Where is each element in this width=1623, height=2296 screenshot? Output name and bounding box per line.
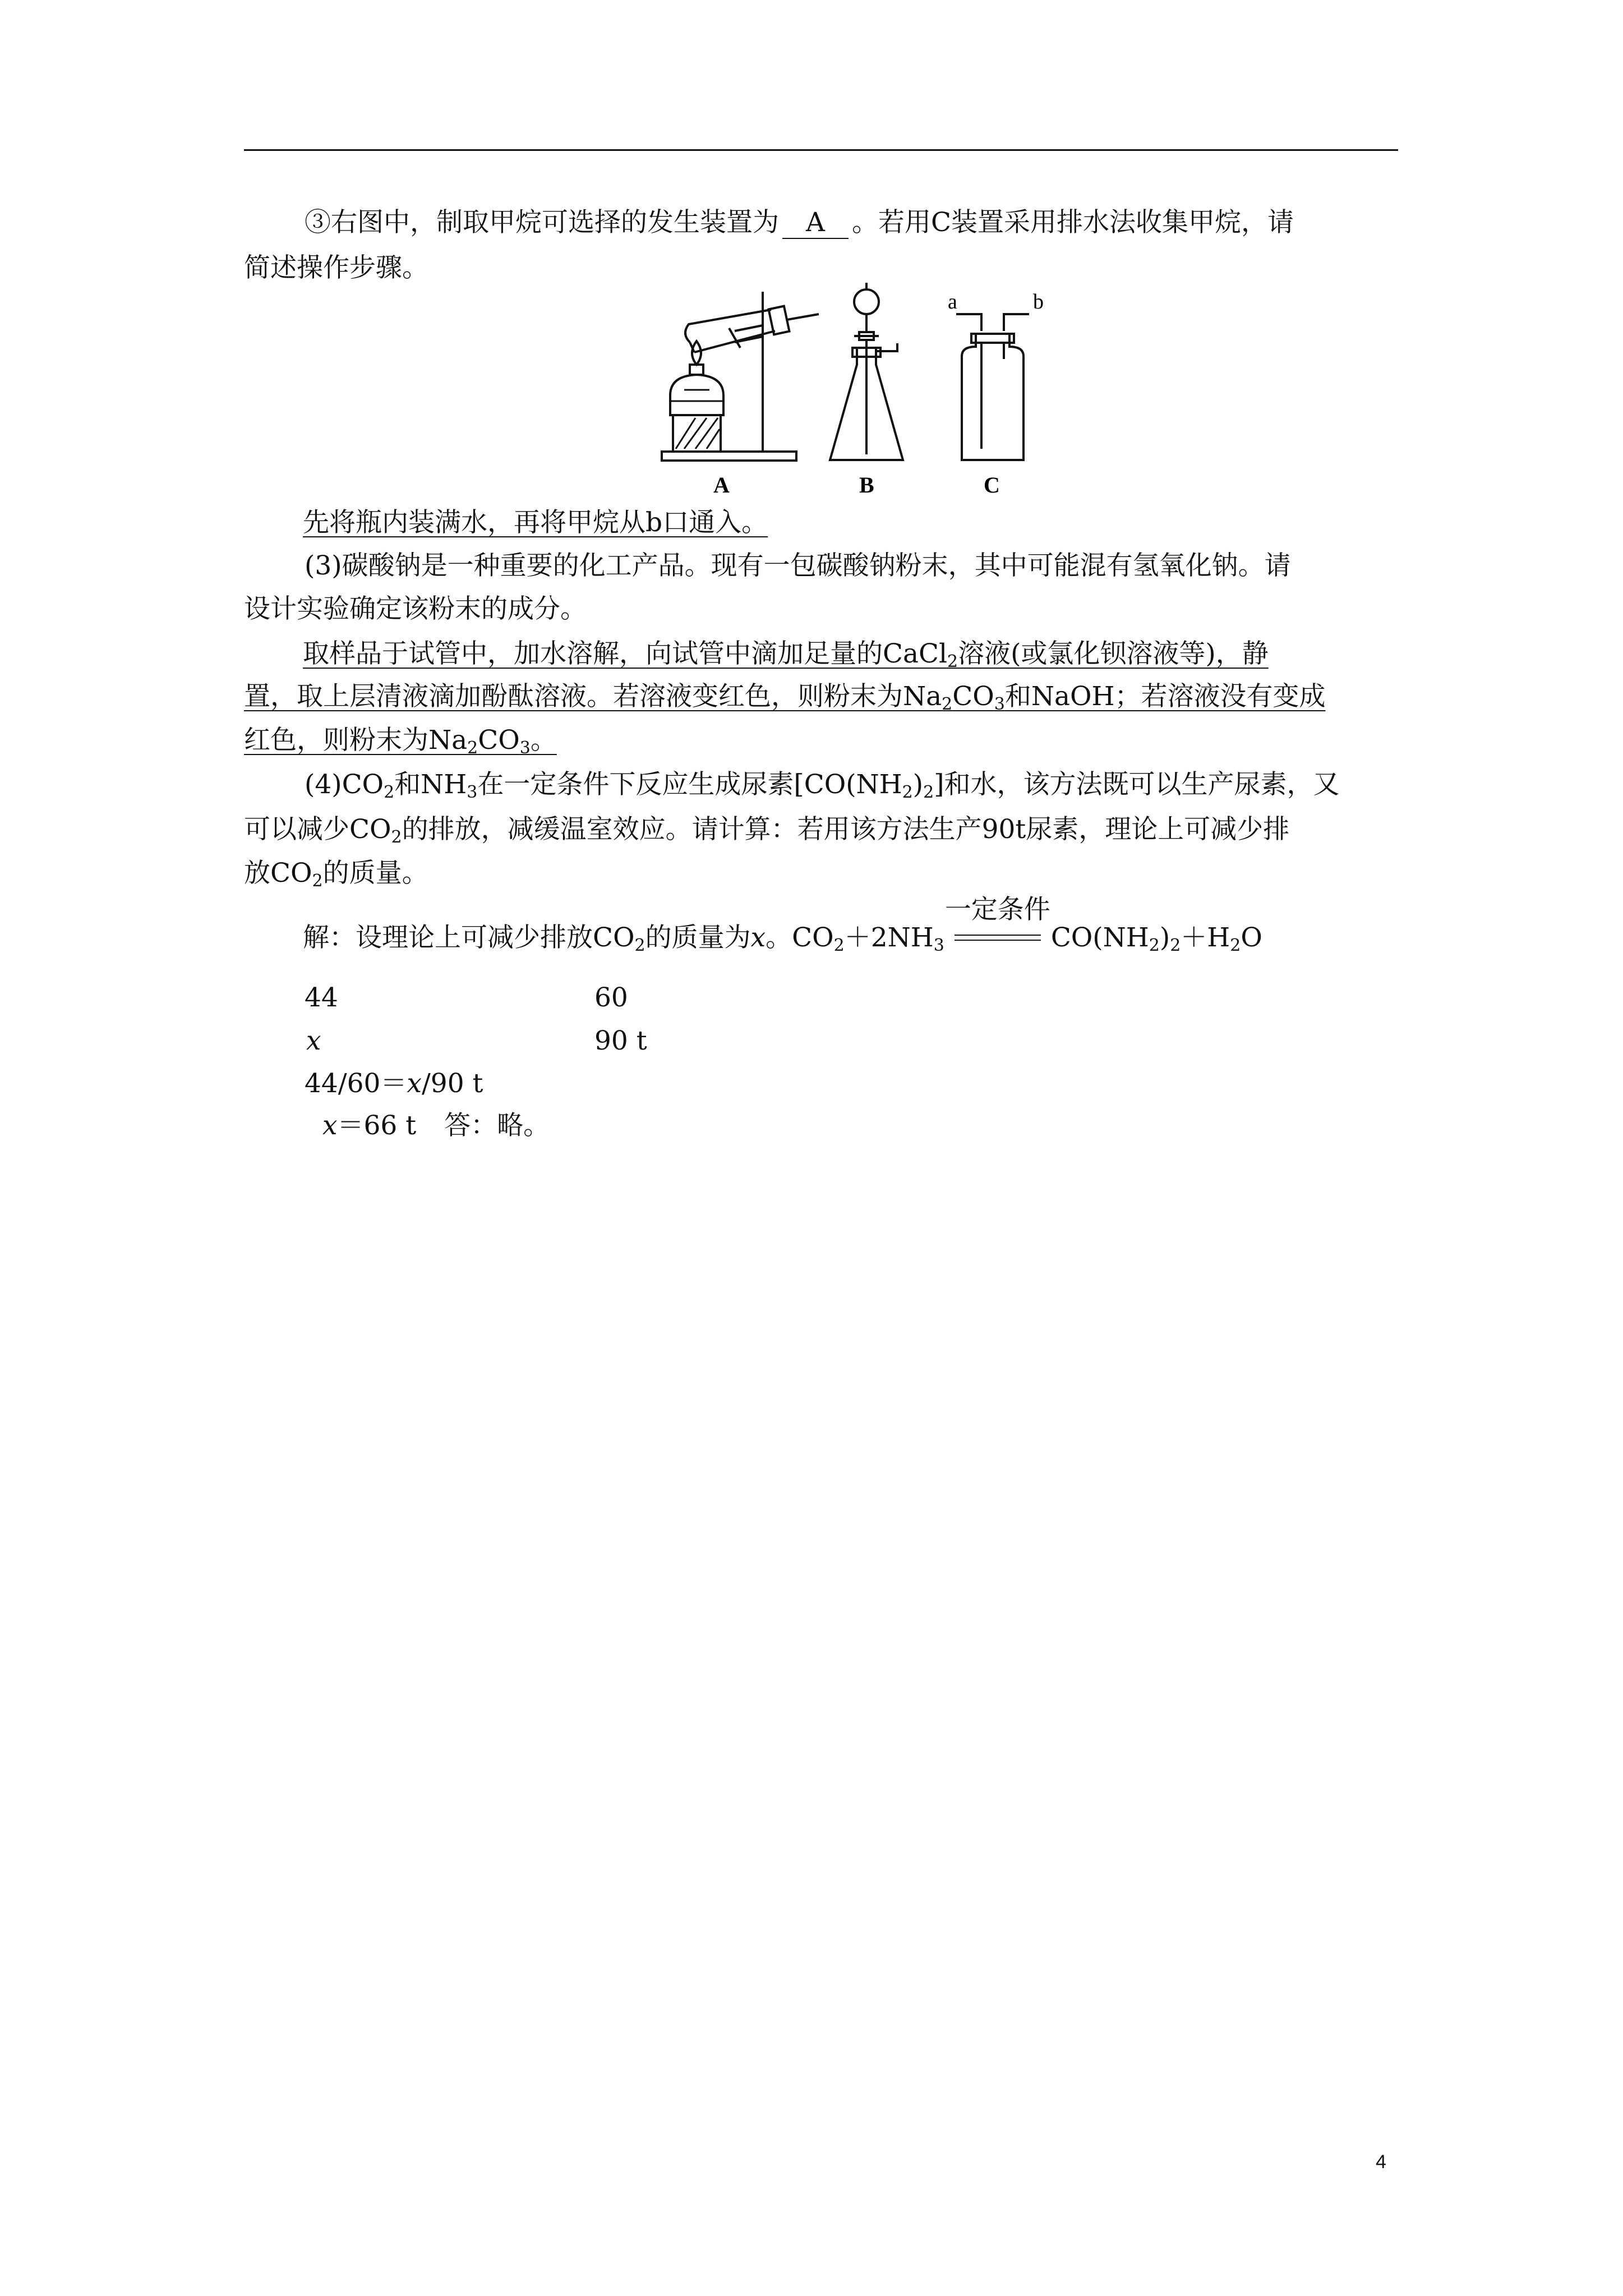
subscript: 2 (384, 783, 395, 802)
equals-sign (955, 935, 1041, 941)
stand-base (662, 452, 796, 461)
ratio-left-44: 44 (305, 982, 338, 1013)
solution-text: 解：设理论上可减少排放CO (303, 922, 635, 953)
subscript: 2 (833, 936, 845, 955)
figure-label-b: B (859, 472, 874, 498)
subscript: 2 (391, 827, 402, 847)
port-b-label: b (1033, 290, 1044, 314)
subscript: 3 (467, 783, 478, 802)
gas-bottle (962, 334, 1023, 460)
var-left-x: x (306, 1025, 321, 1056)
question-4-line-3 (244, 858, 428, 891)
question-text: ③右图中，制取甲烷可选择的发生装置为 (305, 207, 779, 238)
ratio-right-60: 60 (594, 982, 628, 1013)
solution-text: ＝66 t (337, 1110, 417, 1141)
question-text: 在一定条件下反应生成尿素[CO(NH (477, 769, 902, 800)
subscript: 3 (519, 738, 531, 758)
condition-text: 一定条件 (944, 894, 1050, 925)
solution-text: 44/60＝ (305, 1068, 407, 1099)
solution-text: 。CO (766, 922, 834, 953)
answer-omitted: 答：略。 (444, 1110, 550, 1141)
page-number: 4 (1376, 2151, 1386, 2173)
subscript: 2 (467, 738, 478, 758)
subscript: 2 (923, 783, 934, 802)
question-3-answer-line-2 (244, 681, 1326, 714)
question-text: 的排放，减缓温室效应。请计算：若用该方法生产90t尿素，理论上可减少排 (402, 814, 1290, 845)
subscript: 2 (312, 871, 323, 891)
answer-text: 红色，则粉末为Na (244, 725, 468, 756)
solution-text: ＋2NH (844, 922, 934, 953)
solution-text: ＋H (1181, 922, 1230, 953)
answer-text: 。 (530, 725, 557, 756)
question-3-part-line (305, 209, 1294, 239)
var-right-90t: 90 t (594, 1025, 647, 1056)
result-line (322, 1112, 550, 1139)
answer-text: 取样品于试管中，加水溶解，向试管中滴加足量的CaCl (303, 638, 947, 669)
header-rule (244, 149, 1398, 151)
subscript: 2 (1230, 936, 1241, 955)
figure-label-c: C (984, 472, 1000, 498)
subscript: 2 (942, 694, 953, 714)
question-3-line-1: (3)碳酸钠是一种重要的化工产品。现有一包碳酸钠粉末，其中可能混有氢氧化钠。请 (305, 550, 1291, 581)
question-text: ) (912, 769, 924, 800)
solution-text: CO(NH (1050, 922, 1149, 953)
subscript: 2 (902, 783, 913, 802)
variable-x: x (322, 1110, 338, 1141)
subscript: 2 (947, 652, 958, 671)
answer-text: 置，取上层清液滴加酚酞溶液。若溶液变红色，则粉末为Na (244, 681, 942, 712)
solution-text: O (1241, 922, 1262, 953)
separatory-funnel-bulb (854, 289, 879, 314)
question-4-line-2 (244, 814, 1290, 847)
answer-text: 先将瓶内装满水，再将甲烷从b口通入。 (303, 507, 768, 538)
question-text: 的质量。 (322, 858, 428, 889)
solution-equation-line (303, 894, 1262, 955)
subscript: 2 (1149, 936, 1160, 955)
variable-x: x (750, 922, 766, 953)
question-3-line-2: 设计实验确定该粉末的成分。 (244, 593, 587, 624)
question-3-answer-line-1 (303, 638, 1269, 671)
variable-x: x (407, 1068, 422, 1099)
answer-text: 溶液(或氯化钡溶液等)，静 (958, 638, 1269, 669)
solution-text: /90 t (421, 1068, 483, 1099)
subscript: 3 (994, 694, 1005, 714)
port-a-label: a (948, 290, 957, 314)
answer-blank: A (782, 209, 849, 239)
collect-answer (303, 509, 801, 536)
answer-text: CO (478, 725, 520, 756)
answer-text: CO (952, 681, 994, 712)
question-text: (4)CO (305, 769, 384, 800)
question-text: 和NH (394, 769, 467, 800)
question-text: 放CO (244, 858, 312, 889)
reaction-condition (944, 894, 1051, 946)
question-3-answer-line-3 (244, 725, 591, 758)
question-3-part-line-2: 简述操作步骤。 (244, 252, 428, 283)
inlet-tube-a (956, 314, 981, 331)
answer-text: 和NaOH；若溶液没有变成 (1004, 681, 1326, 712)
solution-text: 的质量为 (645, 922, 751, 953)
figure-label-a: A (713, 472, 730, 498)
subscript: 2 (634, 936, 645, 955)
alcohol-lamp (670, 375, 723, 415)
proportion-equation (305, 1070, 483, 1097)
question-text: 可以减少CO (244, 814, 391, 845)
solution-text: ) (1159, 922, 1170, 953)
subscript: 2 (1170, 936, 1181, 955)
apparatus-figure (651, 280, 1077, 505)
question-text: ]和水，该方法既可以生产尿素，又 (934, 769, 1340, 800)
outlet-tube-b (1004, 314, 1029, 331)
question-text: 。若用C装置采用排水法收集甲烷，请 (852, 207, 1294, 238)
question-4-line-1 (305, 769, 1340, 802)
subscript: 3 (933, 936, 944, 955)
